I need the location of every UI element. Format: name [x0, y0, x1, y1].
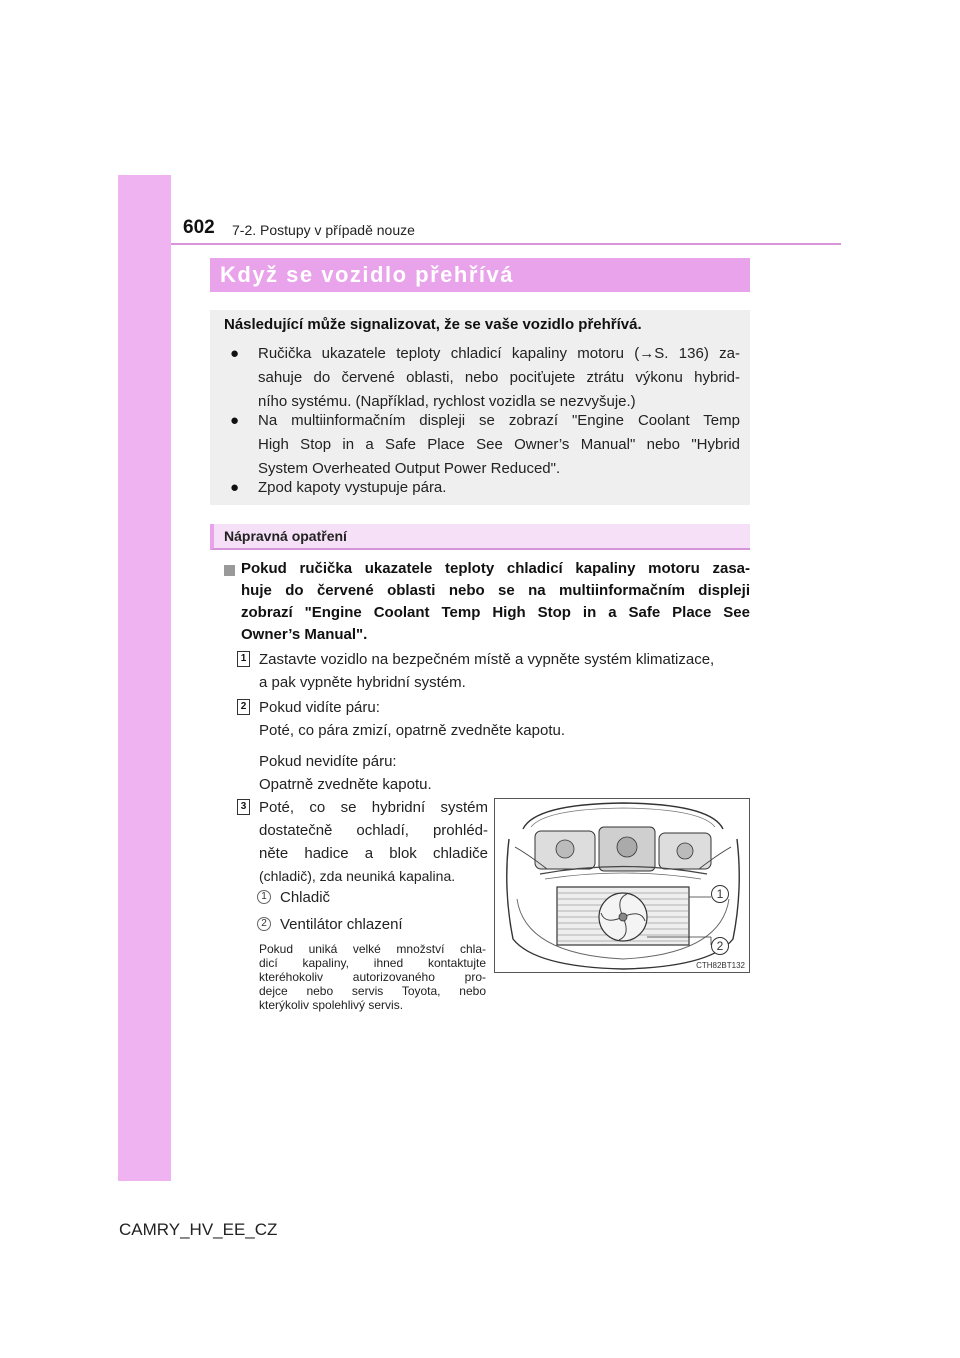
- figure-code: CTH82BT132: [696, 961, 745, 970]
- remedy-heading: Nápravná opatření: [224, 528, 347, 544]
- footer-model-code: CAMRY_HV_EE_CZ: [119, 1220, 278, 1239]
- figure-callout-1: 1: [711, 885, 729, 903]
- legend-label-fan: Ventilátor chlazení: [280, 916, 403, 933]
- legend-label-radiator: Chladič: [280, 889, 331, 906]
- square-bullet-icon: [224, 565, 235, 576]
- section-title-bar: [210, 258, 750, 292]
- sidebar-tab: [118, 175, 171, 1181]
- page-number: 602: [183, 217, 215, 238]
- legend-number-1: 1: [257, 890, 271, 904]
- header-divider: [171, 243, 841, 245]
- step-number-3: 3: [237, 799, 250, 815]
- step-number-1: 1: [237, 651, 250, 667]
- warning-sign-item: ● Na multiinformačním displeji se zobrazí "Engine Coolant Temp High Stop in a Safe Place See Owner’s Manual" nebo "Hybrid System Overheated Output Power Reduced".: [230, 409, 740, 481]
- bullet-icon: ●: [230, 479, 240, 496]
- leak-note: Pokud uniká velké množství chla- dicí kapaliny, ihned kontaktujte kteréhokoliv autorizovaného pro- dejce nebo servis Toyota, nebo kterýkoliv spolehlivý servis.: [259, 942, 486, 1012]
- step-2-text: Pokud vidíte páru: Poté, co pára zmizí, opatrně zvedněte kapotu. Pokud nevidíte páru: Opatrně zvedněte kapotu.: [259, 699, 566, 793]
- warning-sign-item: ● Ručička ukazatele teploty chladicí kapaliny motoru (→S. 136) za- sahuje do červené oblasti, nebo pociťujete ztrátu výkonu hybrid- ního systému. (Například, rychlost vozidla se nezvyšuje.): [230, 342, 740, 414]
- step-1-text: Zastavte vozidlo na bezpečném místě a vypněte systém klimatizace, a pak vypněte hybridní systém.: [259, 651, 715, 691]
- page-title: Když se vozidlo přehřívá: [220, 262, 514, 287]
- remedy-heading-bar: [210, 524, 750, 550]
- engine-bay-illustration: [494, 798, 750, 973]
- legend-number-2: 2: [257, 917, 271, 931]
- bullet-icon: ●: [230, 345, 240, 362]
- warning-sign-item: ● Zpod kapoty vystupuje pára.: [230, 476, 740, 500]
- section-reference: 7-2. Postupy v případě nouze: [232, 222, 415, 238]
- step-3-text: Poté, co se hybridní systém dostatečně ochladí, prohléd- něte hadice a blok chladiče (chladič), zda neuniká kapalina.: [259, 799, 488, 884]
- warning-signs-intro: Následující může signalizovat, že se vaše vozidlo přehřívá.: [224, 316, 642, 333]
- figure-callout-2: 2: [711, 937, 729, 955]
- bullet-icon: ●: [230, 412, 240, 429]
- step-number-2: 2: [237, 699, 250, 715]
- condition-heading: Pokud ručička ukazatele teploty chladicí kapaliny motoru zasa- huje do červené oblasti nebo se na multiinformačním displeji zobrazí "Engine Coolant Temp High Stop in a Safe Place See Owner’s Manual".: [241, 560, 750, 643]
